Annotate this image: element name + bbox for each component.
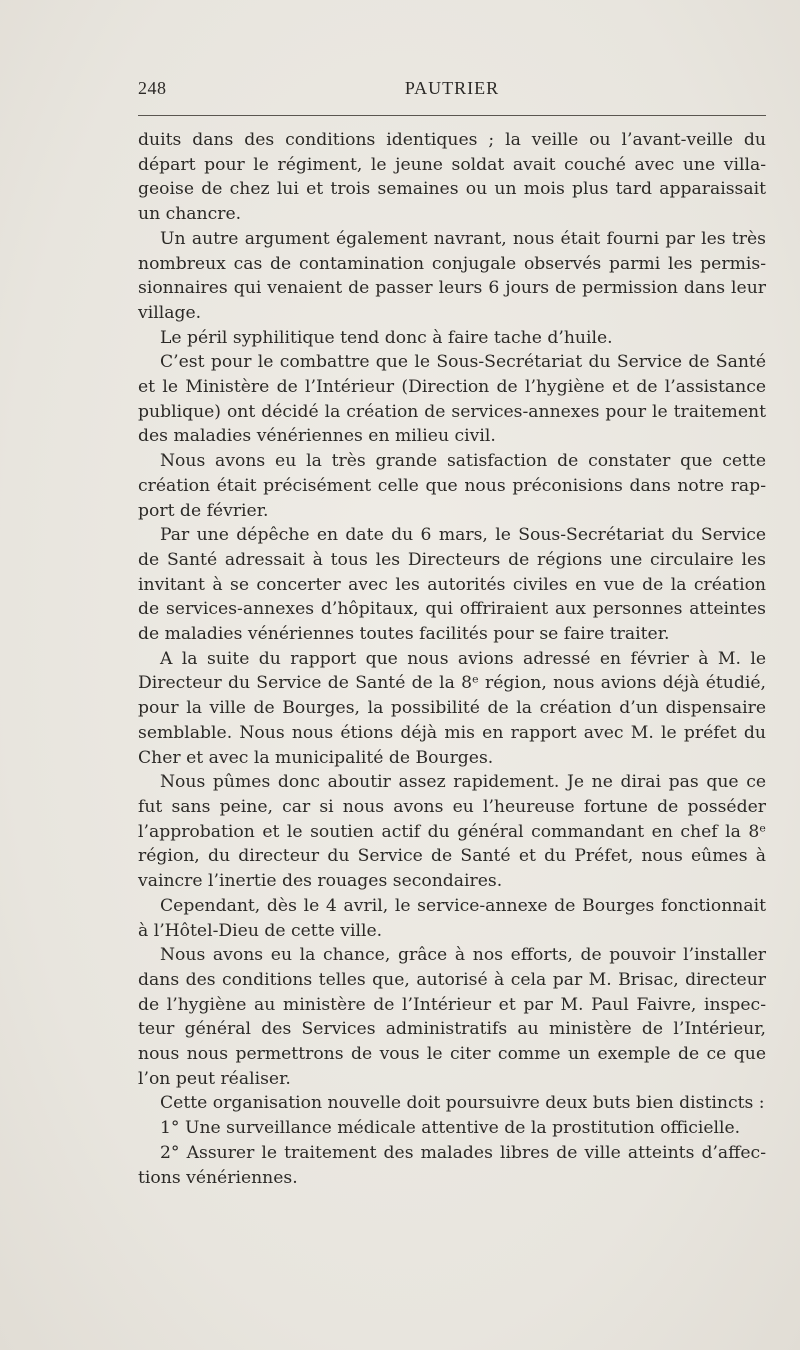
paragraph: Nous avons eu la chance, grâce à nos efforts, de pouvoir l’installer dans des conditions telles que, autorisé à cela par M. Brisac, directeur de l’hygiène au ministère de l’Intérieur et par M. Paul Faivre, inspecteur général des Services administratifs au ministère de l’Intérieur, nous nous permettrons de vous le citer comme un exemple de ce que l’on peut réaliser. [138, 945, 766, 1089]
paragraph: Cette organisation nouvelle doit poursuivre deux buts bien distincts : [160, 1093, 765, 1114]
body-text [138, 128, 766, 1190]
list-item: 1° Une surveillance médicale attentive de la prostitution officielle. [160, 1118, 741, 1139]
paragraph: Un autre argument également navrant, nous était fourni par les très nombreux cas de contamination conjugale observés parmi les permissionnaires qui venaient de passer leurs 6 jours de permission dans leur village. [138, 228, 766, 323]
paragraph: Le péril syphilitique tend donc à faire tache d’huile. [160, 327, 613, 348]
page-header [138, 78, 766, 102]
list-item: 2° Assurer le traitement des malades libres de ville atteints d’affections vénériennes. [138, 1142, 766, 1188]
paragraph: C’est pour le combattre que le Sous-Secrétariat du Service de Santé et le Ministère de l’Intérieur (Direction de l’hygiène et de l’assistance publique) ont décidé la création de services-annexes pour le traitement des maladies vénériennes en milieu civil. [138, 352, 766, 447]
paragraph: duits dans des conditions identiques ; la veille ou l’avant-veille du départ pour le régiment, le jeune soldat avait couché avec une villageoise de chez lui et trois semaines ou un mois plus tard apparaissait un chancre. [138, 130, 766, 225]
page-number: 248 [138, 78, 167, 98]
header-rule [138, 115, 766, 116]
paragraph: A la suite du rapport que nous avions adressé en février à M. le Directeur du Service de Santé de la 8ᵉ région, nous avions déjà étudié, pour la ville de Bourges, la possibilité de la création d’un dispensaire semblable. Nous nous étions déjà mis en rapport avec M. le préfet du Cher et avec la municipalité de Bourges. [138, 648, 766, 768]
paragraph: Nous pûmes donc aboutir assez rapidement. Je ne dirai pas que ce fut sans peine, car si nous avons eu l’heureuse fortune de posséder l’approbation et le soutien actif du général commandant en chef la 8ᵉ région, du directeur du Service de Santé et du Préfet, nous eûmes à vaincre l’inertie des rouages secondaires. [138, 772, 766, 892]
paragraph: Cependant, dès le 4 avril, le service-annexe de Bourges fonctionnait à l’Hôtel-Dieu de cette ville. [138, 895, 766, 941]
running-head: PAUTRIER [404, 78, 500, 98]
paragraph: Nous avons eu la très grande satisfaction de constater que cette création était précisément celle que nous préconisions dans notre rapport de février. [138, 451, 766, 521]
paragraph: Par une dépêche en date du 6 mars, le Sous-Secrétariat du Service de Santé adressait à tous les Directeurs de régions une circulaire les invitant à se concerter avec les autorités civiles en vue de la création de services-annexes d’hôpitaux, qui offriraient aux personnes atteintes de maladies vénériennes toutes facilités pour se faire traiter. [138, 525, 766, 645]
